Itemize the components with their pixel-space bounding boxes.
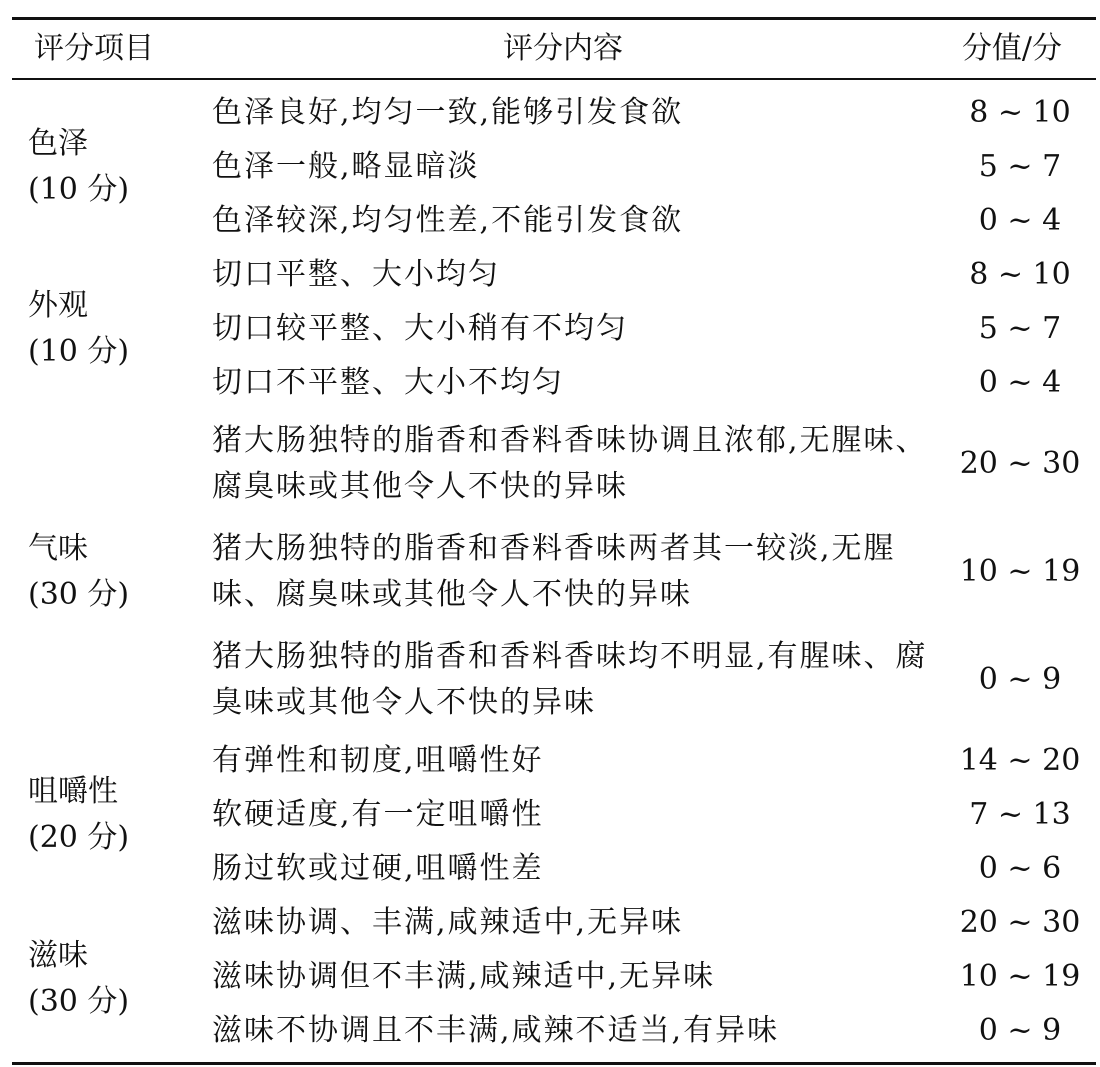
row-content: 切口平整、大小均匀 [212, 257, 500, 292]
row-score: 20 ~ 30 [959, 905, 1081, 940]
table-row [12, 79, 1096, 140]
row-score: 0 ~ 4 [978, 365, 1062, 400]
row-score: 10 ~ 19 [959, 554, 1081, 589]
row-score: 7 ~ 13 [969, 797, 1071, 832]
row-content: 滋味协调但不丰满,咸辣适中,无异味 [212, 959, 716, 994]
row-content: 色泽较深,均匀性差,不能引发食欲 [212, 203, 684, 238]
group-name: 气味 [28, 531, 88, 566]
table-row [12, 248, 1096, 302]
row-score: 0 ~ 9 [978, 662, 1062, 697]
row-score: 5 ~ 7 [978, 311, 1062, 346]
row-content: 切口不平整、大小不均匀 [212, 365, 564, 400]
row-content: 猪大肠独特的脂香和香料香味均不明显,有腥味、腐臭味或其他令人不快的异味 [212, 639, 928, 720]
group-max-score: (10 分) [28, 172, 130, 207]
group-max-score: (30 分) [28, 984, 130, 1019]
table-header-row [12, 19, 1096, 80]
row-content: 有弹性和韧度,咀嚼性好 [212, 743, 544, 778]
row-score: 8 ~ 10 [969, 95, 1071, 130]
row-score: 0 ~ 4 [978, 203, 1062, 238]
row-content: 色泽良好,均匀一致,能够引发食欲 [212, 95, 684, 130]
table-row [12, 896, 1096, 950]
row-content: 猪大肠独特的脂香和香料香味两者其一较淡,无腥味、腐臭味或其他令人不快的异味 [212, 531, 896, 612]
row-score: 20 ~ 30 [959, 446, 1081, 481]
group-name: 咀嚼性 [28, 774, 118, 809]
group-max-score: (30 分) [28, 577, 130, 612]
header-item: 评分项目 [34, 31, 154, 66]
table-row [12, 410, 1096, 518]
row-score: 0 ~ 6 [978, 851, 1062, 886]
row-content: 滋味协调、丰满,咸辣适中,无异味 [212, 905, 684, 940]
row-content: 色泽一般,略显暗淡 [212, 149, 480, 184]
row-score: 0 ~ 9 [978, 1013, 1062, 1048]
row-score: 8 ~ 10 [969, 257, 1071, 292]
group-cell-color [12, 79, 198, 248]
row-content: 切口较平整、大小稍有不均匀 [212, 311, 628, 346]
group-max-score: (20 分) [28, 820, 130, 855]
header-content: 评分内容 [503, 31, 623, 66]
row-content: 滋味不协调且不丰满,咸辣不适当,有异味 [212, 1013, 780, 1048]
group-cell-taste [12, 896, 198, 1064]
row-content: 软硬适度,有一定咀嚼性 [212, 797, 544, 832]
row-score: 5 ~ 7 [978, 149, 1062, 184]
table-row [12, 734, 1096, 788]
group-cell-appearance [12, 248, 198, 410]
row-content: 肠过软或过硬,咀嚼性差 [212, 851, 544, 886]
group-cell-chewiness [12, 734, 198, 896]
group-max-score: (10 分) [28, 334, 130, 369]
row-score: 10 ~ 19 [959, 959, 1081, 994]
group-name: 外观 [28, 288, 88, 323]
row-score: 14 ~ 20 [959, 743, 1081, 778]
group-name: 色泽 [28, 126, 88, 161]
group-name: 滋味 [28, 938, 88, 973]
row-content: 猪大肠独特的脂香和香料香味协调且浓郁,无腥味、腐臭味或其他令人不快的异味 [212, 423, 928, 504]
sensory-scoring-table [12, 17, 1096, 1065]
header-score: 分值/分 [961, 31, 1063, 66]
group-cell-odor [12, 410, 198, 734]
scoring-table-container [12, 17, 1096, 1065]
